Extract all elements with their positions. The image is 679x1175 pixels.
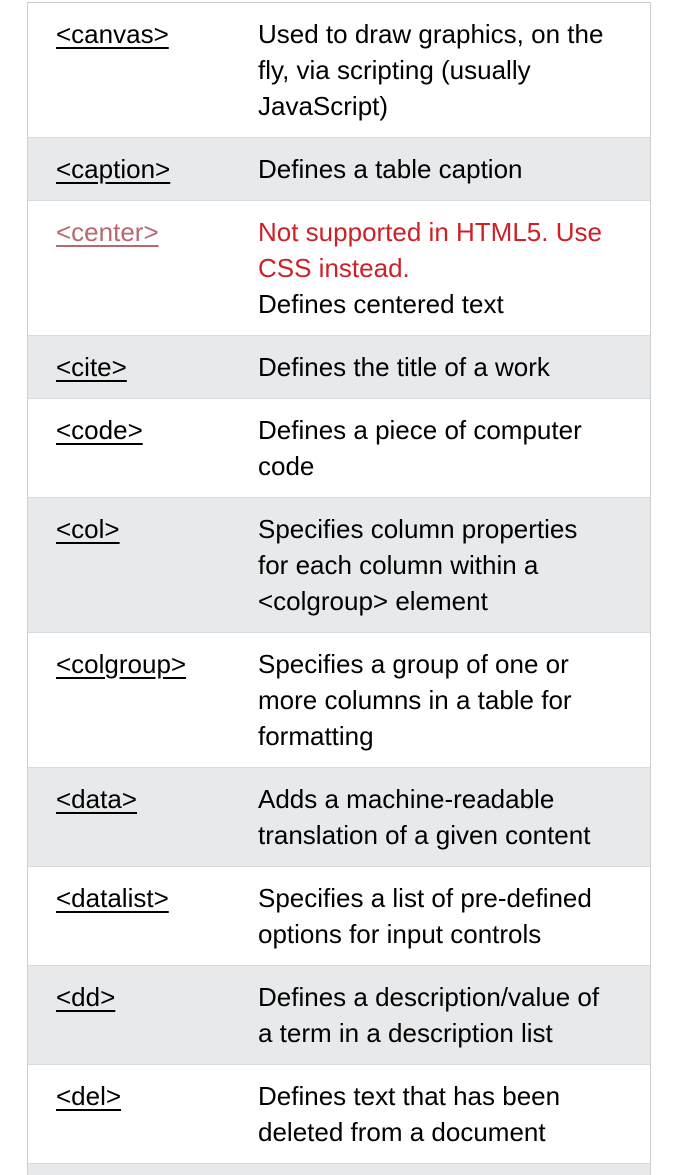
table-row-center (28, 200, 650, 335)
tag-link-canvas[interactable]: <canvas> (56, 19, 169, 49)
tag-description: Specifies column properties for each column within a <colgroup> element (258, 514, 578, 616)
tag-cell (28, 16, 258, 52)
tag-cell (28, 880, 258, 916)
tag-cell (28, 349, 258, 385)
tag-cell (28, 214, 258, 250)
table-row-dd (28, 965, 650, 1064)
tag-link-del[interactable]: <del> (56, 1081, 122, 1111)
description-cell (258, 880, 608, 952)
tag-description: Defines a table caption (258, 154, 523, 184)
table-row-caption (28, 137, 650, 200)
table-row-canvas (28, 3, 650, 137)
tag-description: Used to draw graphics, on the fly, via scripting (usually JavaScript) (258, 19, 604, 121)
tag-link-datalist[interactable]: <datalist> (56, 883, 169, 913)
description-cell (258, 781, 608, 853)
tag-link-code[interactable]: <code> (56, 415, 143, 445)
tag-cell (28, 979, 258, 1015)
tag-cell (28, 781, 258, 817)
description-cell (258, 214, 608, 322)
tag-cell (28, 151, 258, 187)
description-cell (258, 511, 608, 619)
table-row-next-clipped (28, 1163, 650, 1175)
table-row-cite (28, 335, 650, 398)
tag-description: Defines a description/value of a term in a description list (258, 982, 600, 1048)
tag-link-colgroup[interactable]: <colgroup> (56, 649, 187, 679)
html-tag-reference-table (27, 2, 651, 1175)
description-cell (258, 151, 608, 187)
tag-link-center[interactable]: <center> (56, 217, 159, 247)
description-cell (258, 349, 608, 385)
description-cell (258, 646, 608, 754)
tag-description: Defines a piece of computer code (258, 415, 582, 481)
table-row-col (28, 497, 650, 632)
tag-cell (28, 646, 258, 682)
tag-description: Adds a machine-readable translation of a given content (258, 784, 591, 850)
tag-link-col[interactable]: <col> (56, 514, 120, 544)
tag-cell (28, 412, 258, 448)
table-row-data (28, 767, 650, 866)
description-cell (258, 412, 608, 484)
tag-link-data[interactable]: <data> (56, 784, 137, 814)
tag-description: Specifies a list of pre-defined options for input controls (258, 883, 592, 949)
table-row-datalist (28, 866, 650, 965)
tag-description: Defines the title of a work (258, 352, 550, 382)
table-row-del (28, 1064, 650, 1163)
tag-cell (28, 511, 258, 547)
tag-link-dd[interactable]: <dd> (56, 982, 116, 1012)
deprecation-warning: Not supported in HTML5. Use CSS instead. (258, 217, 602, 283)
tag-description: Defines centered text (258, 289, 504, 319)
tag-description: Specifies a group of one or more columns in a table for formatting (258, 649, 572, 751)
tag-description: Defines text that has been deleted from a document (258, 1081, 561, 1147)
tag-link-cite[interactable]: <cite> (56, 352, 127, 382)
description-cell (258, 16, 608, 124)
description-cell (258, 979, 608, 1051)
tag-link-caption[interactable]: <caption> (56, 154, 171, 184)
table-row-colgroup (28, 632, 650, 767)
table-row-code (28, 398, 650, 497)
description-cell (258, 1078, 608, 1150)
tag-cell (28, 1078, 258, 1114)
